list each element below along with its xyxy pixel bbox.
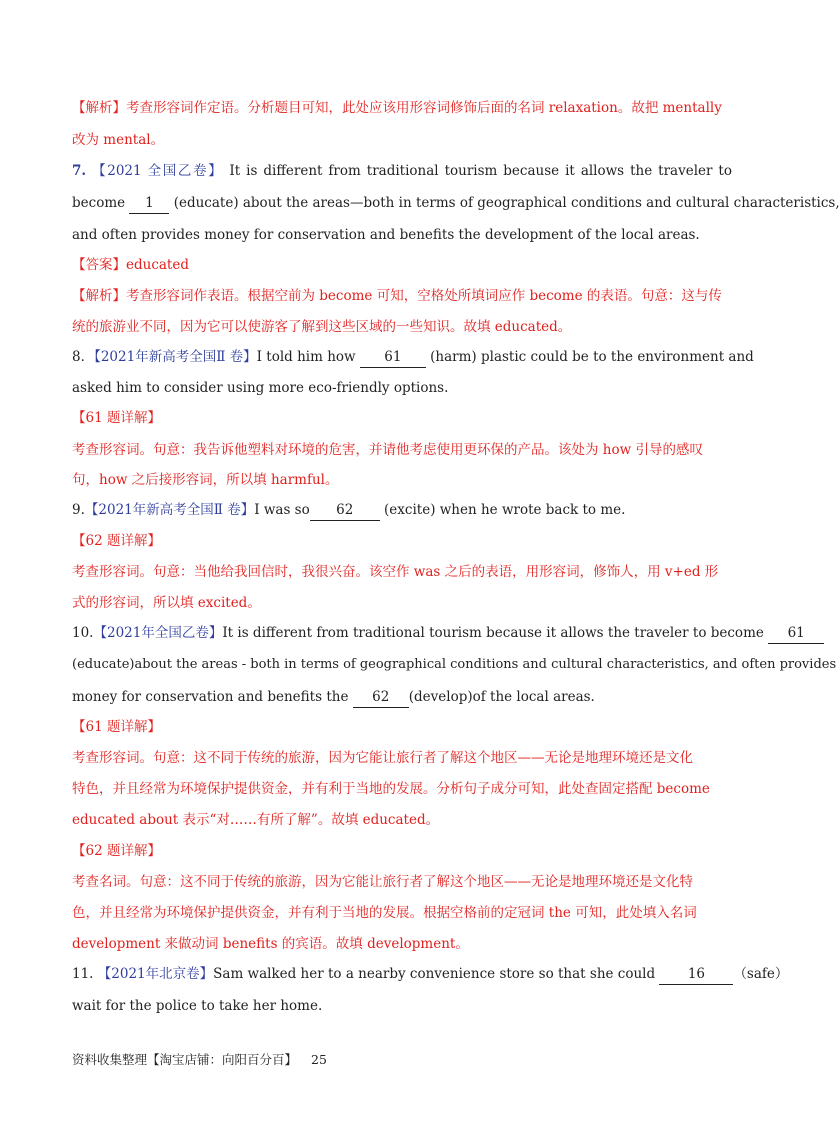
explanation-heading: 【62 题详解】 (72, 533, 161, 549)
question-text: Sam walked her to a nearby convenience store so that she could (213, 966, 660, 982)
question-number: 7. (72, 163, 87, 179)
footer-text: 资料收集整理【淘宝店铺：向阳百分百】 (72, 1052, 298, 1067)
question-text: (develop)of the local areas. (408, 689, 595, 705)
question-7-line-1 (72, 161, 732, 181)
question-11-line-2: wait for the police to take her home. (72, 998, 323, 1014)
page-number: 25 (311, 1052, 327, 1067)
question-source: 【2021年北京卷】 (97, 966, 214, 982)
question-text: become (72, 195, 130, 211)
answer-blank: 62 (353, 687, 409, 708)
answer-blank: 62 (310, 500, 380, 521)
explanation-heading: 【61 题详解】 (72, 719, 161, 735)
question-number: 11. (72, 966, 94, 982)
question-8-line-2: asked him to consider using more eco-friendly options. (72, 380, 449, 396)
question-source: 【2021年新高考全国Ⅱ 卷】 (94, 349, 257, 365)
explanation-heading: 【61 题详解】 (72, 410, 161, 426)
question-number: 8． (72, 349, 95, 365)
question-10-line-2: (educate)about the areas - both in terms of geographical conditions and cultural characteristics, and often provides (72, 657, 837, 672)
analysis-line: 考查形容词。句意：这不同于传统的旅游，因为它能让旅行者了解这个地区——无论是地理环境还是文化 (72, 750, 693, 766)
question-10-line-1 (72, 623, 805, 644)
analysis-line: 统的旅游业不同，因为它可以使游客了解到这些区域的一些知识。故填 educated。 (72, 319, 572, 335)
question-11-line-1 (72, 964, 789, 985)
analysis-line: 【解析】考查形容词作表语。根据空前为 become 可知，空格处所填词应作 become 的表语。句意：这与传 (72, 288, 722, 304)
analysis-line: 考查形容词。句意：当他给我回信时，我很兴奋。该空作 was 之后的表语，用形容词，修饰人，用 v+ed 形 (72, 564, 719, 580)
analysis-line: 特色，并且经常为环境保护提供资金，并有利于当地的发展。分析句子成分可知，此处查固定搭配 become (72, 781, 710, 797)
analysis-line: educated about 表示“对……有所了解”。故填 educated。 (72, 812, 440, 828)
question-source: 【2021 全国乙卷】 (92, 163, 224, 179)
page-footer (72, 1050, 327, 1068)
question-number: 9. (72, 502, 85, 518)
question-number: 10. (72, 625, 94, 641)
answer-blank: 1 (129, 193, 169, 214)
answer-blank: 61 (360, 347, 426, 368)
question-source: 【2021年新高考全国Ⅱ 卷】 (84, 502, 255, 518)
analysis-line: 改为 mental。 (72, 132, 165, 148)
question-8-line-1 (72, 347, 754, 368)
analysis-line: 考查形容词。句意：我告诉他塑料对环境的危害，并请他考虑使用更环保的产品。该处为 how 引导的感叹 (72, 442, 703, 458)
analysis-line: 句，how 之后接形容词，所以填 harmful。 (72, 472, 339, 488)
analysis-line: 考查名词。句意：这不同于传统的旅游，因为它能让旅行者了解这个地区——无论是地理环境还是文化特 (72, 874, 693, 890)
question-text: (harm) plastic could be to the environment and (425, 349, 754, 365)
question-text: （safe） (733, 966, 789, 982)
analysis-line: development 来做动词 benefits 的宾语。故填 development。 (72, 936, 469, 952)
question-text: I was so (254, 502, 310, 518)
analysis-line: 【解析】考查形容词作定语。分析题目可知，此处应该用形容词修饰后面的名词 relaxation。故把 mentally (72, 100, 722, 116)
question-10-line-3 (72, 687, 732, 708)
question-7-line-3: and often provides money for conservation and benefits the development of the local areas. (72, 227, 700, 243)
question-9-line-1 (72, 500, 732, 521)
answer-blank: 61 (768, 623, 824, 644)
question-text: It is different from traditional tourism because it allows the traveler to become (222, 625, 769, 641)
question-source: 【2021年全国乙卷】 (93, 625, 223, 641)
explanation-heading: 【62 题详解】 (72, 843, 161, 859)
question-text: I told him how (256, 349, 360, 365)
answer-blank: 16 (659, 964, 733, 985)
question-text: money for conservation and benefits the (72, 689, 353, 705)
analysis-line: 色，并且经常为环境保护提供资金，并有利于当地的发展。根据空格前的定冠词 the 可知，此处填入名词 (72, 905, 697, 921)
question-text: (educate) about the areas—both in terms of geographical conditions and cultural characteristics, (169, 195, 840, 211)
question-text: (excite) when he wrote back to me. (379, 502, 626, 518)
answer-line: 【答案】educated (72, 257, 189, 273)
question-7-line-2 (72, 193, 840, 214)
question-text: It is different from traditional tourism because it allows the traveler to (223, 163, 732, 179)
analysis-line: 式的形容词，所以填 excited。 (72, 595, 261, 611)
